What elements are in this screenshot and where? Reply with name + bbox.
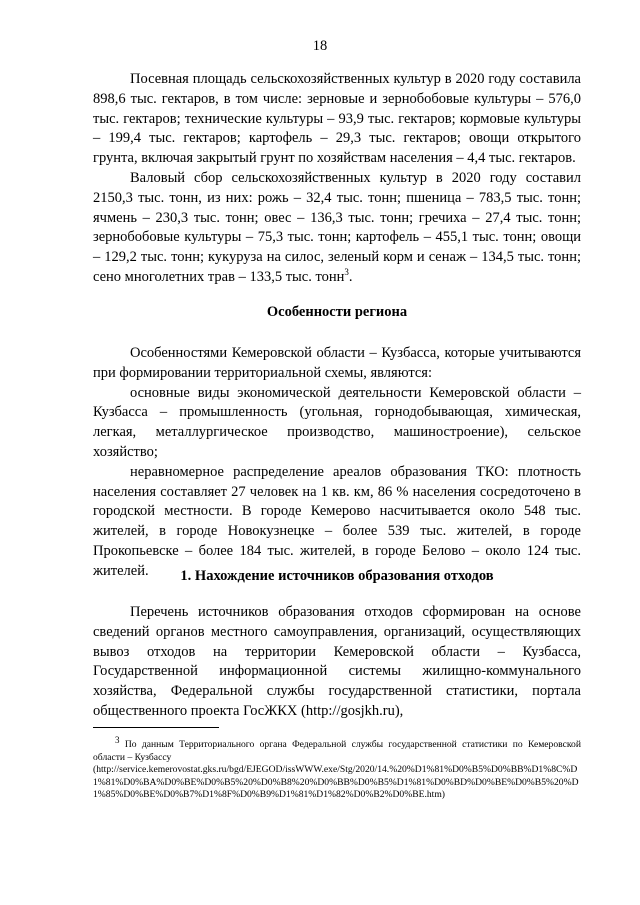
economic-activity-paragraph: основные виды экономической деятельности Кемеровской области – Кузбасса – промышленность (угольная, горнодобывающая, химическая, легкая, металлургическое производство, машиностроение), сельское хозяйство; xyxy=(93,384,581,460)
region-features-section xyxy=(93,344,581,582)
footnote-marker: 3 xyxy=(115,734,120,745)
harvest-paragraph xyxy=(93,169,581,288)
footnote-separator xyxy=(93,727,219,728)
footnote-text: По данным Территориального органа Федеральной службы государственной статистики по Кемеровской области – Кузбассу xyxy=(93,739,581,763)
footnote-url[interactable]: (http://service.kemerovostat.gks.ru/bgd/EJEGOD/issWWW.exe/Stg/2020/14.%20%D1%81%D0%B5%D0%BB%D1%8C%D1%81%D0%BA%D0%BE%D0%B5%20%D0%B8%20%D0%BB%D0%B5%D1%81%D0%BD%D0%BE%D0%B5%20%D1%85%D0%BE%D0%B7%D1%8F%D0%B9%D1%81%D1%82%D0%B2%D0%BE.htm) xyxy=(93,764,579,801)
sources-list-paragraph: Перечень источников образования отходов сформирован на основе сведений органов местного самоуправления, организаций, осуществляющих вывоз отходов на территории Кемеровской области – Кузбасса, Государственной информационной системы жилищно-коммунального хозяйства, Федеральной службы государственной статистики, портала общественного проекта ГосЖКХ (http://gosjkh.ru), xyxy=(93,604,581,719)
page-number: 18 xyxy=(312,38,328,54)
harvest-text: Валовый сбор сельскохозяйственных культур в 2020 году составил 2150,3 тыс. тонн, из них: рожь – 32,4 тыс. тонн; пшеница – 783,5 тыс. тонн; ячмень – 230,3 тыс. тонн; овес – 136,3 тыс. тонн; гречиха – 27,4 тыс. тонн; зернобобовые культуры – 75,3 тыс. тонн; картофель – 455,1 тыс. тонн; овощи – 129,2 тыс. тонн; кукуруза на силос, зеленый корм и сенаж – 134,5 тыс. тонн; сено многолетних трав – 133,5 тыс. тонн xyxy=(93,169,581,285)
footnote xyxy=(93,734,581,802)
waste-sources-section xyxy=(93,603,581,722)
footnote-ref: 3 xyxy=(344,267,349,278)
crop-area-section xyxy=(93,70,581,288)
harvest-text-end: . xyxy=(348,268,353,285)
waste-sources-heading: 1. Нахождение источников образования отходов xyxy=(180,568,494,584)
features-intro-paragraph: Особенностями Кемеровской области – Кузбасса, которые учитываются при формировании территориальной схемы, являются: xyxy=(93,345,581,381)
crop-area-paragraph: Посевная площадь сельскохозяйственных культур в 2020 году составила 898,6 тыс. гектаров, в том числе: зерновые и зернобобовые культуры – 576,0 тыс. гектаров; технические культуры – 93,9 тыс. гектаров; кормовые культуры – 199,4 тыс. гектаров; картофель – 29,3 тыс. гектаров; овощи открытого грунта, включая закрытый грунт по хозяйствам населения – 4,4 тыс. гектаров. xyxy=(93,71,581,167)
region-features-heading: Особенности региона xyxy=(266,304,408,320)
waste-distribution-paragraph: неравномерное распределение ареалов образования ТКО: плотность населения составляет 27 человек на 1 кв. км, 86 % населения сосредоточено в городской местности. В городе Кемерово насчитывается около 548 тыс. жителей, в городе Новокузнецке – более 539 тыс. жителей, в городе Прокопьевске – более 184 тыс. жителей, в городе Белово – около 124 тыс. жителей. xyxy=(93,463,581,579)
